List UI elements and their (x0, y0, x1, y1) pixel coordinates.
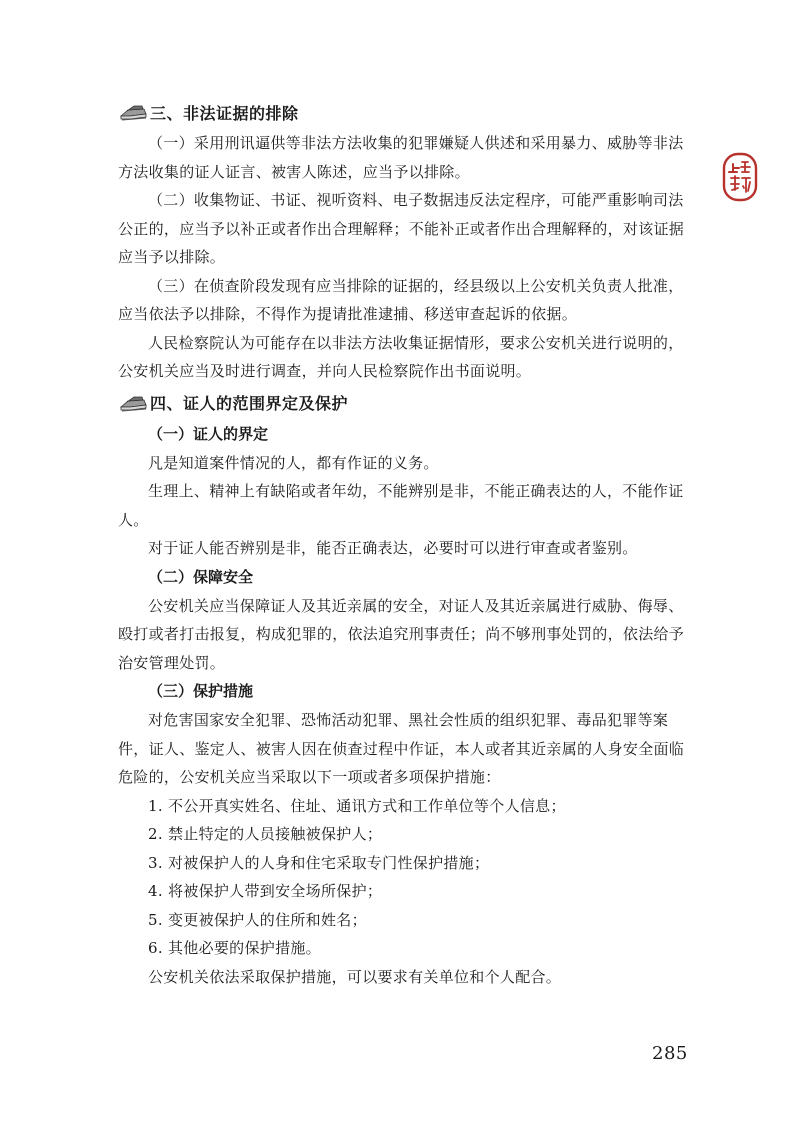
list-item: 3. 对被保护人的人身和住宅采取专门性保护措施； (148, 853, 490, 872)
paragraph: 公安机关应当保障证人及其近亲属的安全，对证人及其近亲属进行威胁、侮辱、殴打或者打击报复，构成犯罪的，依法追究刑事责任；尚不够刑事处罚的，依法给予治安管理处罚。 (118, 596, 685, 672)
page-content (118, 97, 686, 991)
book-icon (118, 102, 148, 122)
paragraph: 对于证人能否辨别是非，能否正确表达，必要时可以进行审查或者鉴别。 (148, 539, 638, 557)
page-number: 285 (652, 1043, 688, 1064)
subsection-heading: （二）保障安全 (148, 567, 254, 586)
section-title: 四、证人的范围界定及保护 (150, 394, 349, 413)
paragraph: 人民检察院认为可能存在以非法方法收集证据情形，要求公安机关进行说明的，公安机关应当及时进行调查，并向人民检察院作出书面说明。 (118, 333, 684, 380)
section-heading-4 (118, 388, 686, 418)
seal-stamp-icon (722, 152, 758, 202)
list-item: 5. 变更被保护人的住所和姓名； (148, 910, 367, 929)
paragraph: 凡是知道案件情况的人，都有作证的义务。 (148, 453, 439, 472)
list-item: 1. 不公开真实姓名、住址、通讯方式和工作单位等个人信息； (148, 796, 566, 815)
paragraph: （二）收集物证、书证、视听资料、电子数据违反法定程序，可能严重影响司法公正的，应当予以补正或者作出合理解释；不能补正或者作出合理解释的，对该证据应当予以排除。 (118, 191, 685, 266)
paragraph: （三）在侦查阶段发现有应当排除的证据的，经县级以上公安机关负责人批准，应当依法予以排除，不得作为提请批准逮捕、移送审查起诉的依据。 (118, 276, 684, 323)
subsection-heading: （三）保护措施 (148, 682, 254, 700)
list-item: 2. 禁止特定的人员接触被保护人； (148, 825, 383, 843)
paragraph: （一）采用刑讯逼供等非法方法收集的犯罪嫌疑人供述和采用暴力、威胁等非法方法收集的证人证言、被害人陈述，应当予以排除。 (118, 134, 684, 181)
list-item: 6. 其他必要的保护措施。 (148, 939, 321, 957)
section-heading-3 (118, 97, 686, 127)
paragraph: 对危害国家安全犯罪、恐怖活动犯罪、黑社会性质的组织犯罪、毒品犯罪等案件，证人、鉴定人、被害人因在侦查过程中作证，本人或者其近亲属的人身安全面临危险的，公安机关应当采取以下一项或者多项保护措施： (118, 711, 685, 786)
subsection-heading: （一）证人的界定 (148, 424, 269, 443)
list-item: 4. 将被保护人带到安全场所保护； (148, 882, 383, 900)
paragraph: 公安机关依法采取保护措施，可以要求有关单位和个人配合。 (148, 967, 562, 986)
section-title: 三、非法证据的排除 (150, 103, 299, 123)
book-icon (118, 393, 148, 413)
paragraph: 生理上、精神上有缺陷或者年幼，不能辨别是非，不能正确表达的人，不能作证人。 (118, 482, 684, 529)
